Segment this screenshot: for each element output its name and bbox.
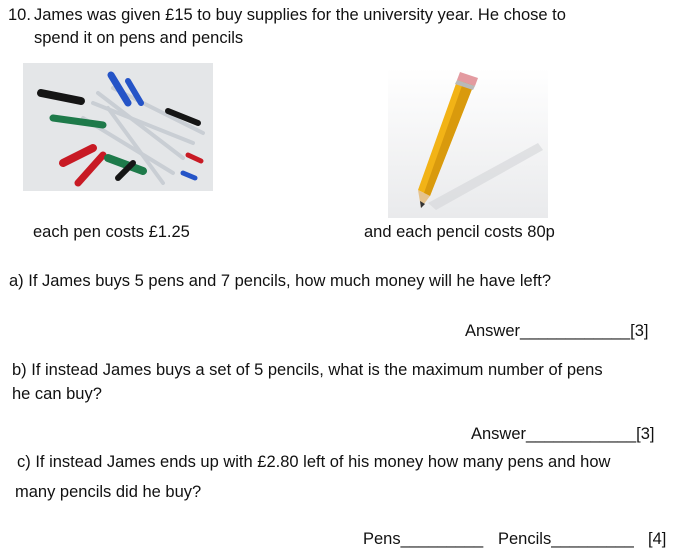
part-b-question-line-2: he can buy? (12, 385, 102, 403)
part-c-pens-answer-line: Pens_________ (363, 530, 484, 548)
question-text-line-1: James was given £15 to buy supplies for the university year. He chose to (34, 6, 566, 24)
part-b-answer-line: Answer____________[3] (471, 425, 655, 443)
pencil-cost-caption: and each pencil costs 80p (364, 223, 555, 241)
part-b-question-line-1: b) If instead James buys a set of 5 pencils, what is the maximum number of pens (12, 361, 603, 379)
part-a-answer-line: Answer____________[3] (465, 322, 649, 340)
part-c-marks: [4] (648, 530, 667, 548)
part-c-question-line-1: c) If instead James ends up with £2.80 left of his money how many pens and how (17, 453, 611, 471)
pens-photo (23, 63, 213, 191)
question-number: 10. (8, 6, 31, 24)
question-text-line-2: spend it on pens and pencils (34, 29, 244, 47)
part-c-pencils-answer-line: Pencils_________ (498, 530, 634, 548)
pen-cost-caption: each pen costs £1.25 (33, 223, 190, 241)
part-c-question-line-2: many pencils did he buy? (15, 483, 202, 501)
pencil-photo (388, 68, 548, 218)
part-a-question: a) If James buys 5 pens and 7 pencils, how much money will he have left? (9, 272, 552, 290)
